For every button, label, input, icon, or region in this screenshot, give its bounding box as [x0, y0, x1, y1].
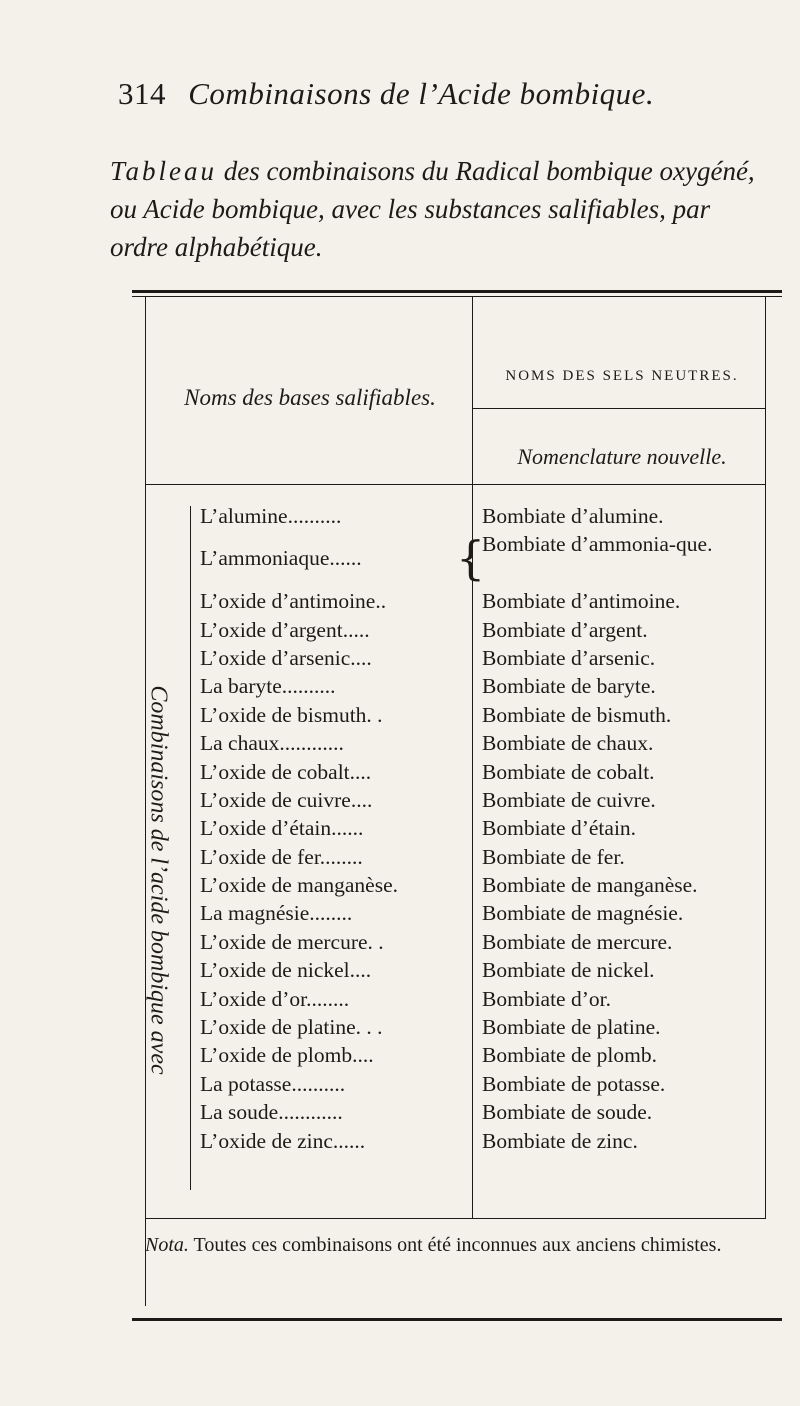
bases-list — [200, 502, 468, 1155]
list-item: Bombiate d’alumine. — [482, 504, 664, 528]
list-item: Bombiate d’ammonia-que. — [482, 532, 713, 557]
table-note — [145, 1232, 785, 1258]
table-top-rule-thin — [132, 296, 782, 297]
list-item: La potasse.......... — [200, 1071, 346, 1096]
list-item: Bombiate de manganèse. — [482, 873, 698, 898]
table-column-divider — [472, 296, 473, 1218]
table-top-rule — [132, 290, 782, 293]
group-bracket — [190, 506, 191, 1190]
list-item: Bombiate de cuivre. — [482, 787, 656, 812]
table-caption — [110, 152, 760, 266]
list-item: L’oxide de cobalt.... — [200, 759, 372, 784]
list-item: Bombiate de mercure. — [482, 929, 673, 954]
running-title: Combinaisons de l’Acide bombique. — [188, 76, 655, 111]
note-text: Toutes ces combinaisons ont été inconnues aux anciens chimistes. — [193, 1234, 722, 1256]
list-item: L’oxide de mercure. . — [200, 929, 384, 954]
list-item: L’oxide de bismuth. . — [200, 702, 383, 727]
caption-lead: Tableau — [110, 156, 218, 186]
list-item: L’oxide de manganèse. — [200, 873, 399, 898]
col-header-bases: Noms des bases salifiables. — [184, 385, 436, 410]
list-item: Bombiate de potasse. — [482, 1071, 666, 1096]
header-bottom-rule — [145, 484, 766, 485]
col-header-salts: NOMS DES SELS NEUTRES. — [505, 368, 739, 384]
list-item: Bombiate de chaux. — [482, 731, 654, 756]
running-head — [118, 76, 758, 112]
list-item: L’oxide de zinc...... — [200, 1128, 366, 1153]
col-header-nomenclature: Nomenclature nouvelle. — [517, 444, 727, 469]
list-item: Bombiate de fer. — [482, 844, 625, 869]
list-item: Bombiate d’arsenic. — [482, 645, 656, 670]
list-item: Bombiate d’étain. — [482, 816, 637, 841]
list-item: La soude............ — [200, 1100, 343, 1125]
brace-mark: { — [456, 531, 486, 585]
list-item: L’oxide d’antimoine.. — [200, 589, 387, 614]
list-item: L’alumine.......... — [200, 504, 342, 528]
list-item: L’oxide d’argent..... — [200, 617, 370, 642]
list-item: L’oxide de fer........ — [200, 844, 363, 869]
list-item: Bombiate d’antimoine. — [482, 589, 681, 614]
list-item: L’oxide de cuivre.... — [200, 787, 373, 812]
list-item: L’oxide de nickel.... — [200, 958, 372, 983]
list-item: L’ammoniaque...... — [200, 546, 362, 571]
note-label: Nota. — [145, 1234, 189, 1256]
list-item: Bombiate de baryte. — [482, 674, 656, 699]
list-item: L’oxide de platine. . . — [200, 1015, 383, 1040]
group-label-text: Combinaisons de l’acide bombique avec — [145, 685, 172, 1075]
caption-text: des combinaisons du Radical bombique oxygéné, ou Acide bombique, avec les substances salifiables, par ordre alphabétique. — [110, 156, 755, 262]
list-item: Bombiate de plomb. — [482, 1043, 657, 1068]
list-item: La magnésie........ — [200, 901, 353, 926]
salts-list — [482, 502, 782, 1155]
body-bottom-rule — [145, 1218, 766, 1219]
list-item: Bombiate de nickel. — [482, 958, 655, 983]
list-item: La chaux............ — [200, 731, 344, 756]
list-item: Bombiate de bismuth. — [482, 702, 672, 727]
list-item: Bombiate de cobalt. — [482, 759, 655, 784]
list-item: L’oxide d’or........ — [200, 986, 350, 1011]
list-item: Bombiate de soude. — [482, 1100, 653, 1125]
list-item: Bombiate de zinc. — [482, 1128, 638, 1153]
table-bottom-rule — [132, 1318, 782, 1321]
list-item: L’oxide d’étain...... — [200, 816, 364, 841]
header-subrule — [472, 408, 766, 409]
list-item: L’oxide d’arsenic.... — [200, 645, 372, 670]
page-number: 314 — [118, 76, 166, 111]
list-item: Bombiate de magnésie. — [482, 901, 684, 926]
list-item: Bombiate d’argent. — [482, 617, 648, 642]
list-item: Bombiate de platine. — [482, 1015, 661, 1040]
list-item: L’oxide de plomb.... — [200, 1043, 374, 1068]
list-item: La baryte.......... — [200, 674, 336, 699]
list-item: Bombiate d’or. — [482, 986, 611, 1011]
